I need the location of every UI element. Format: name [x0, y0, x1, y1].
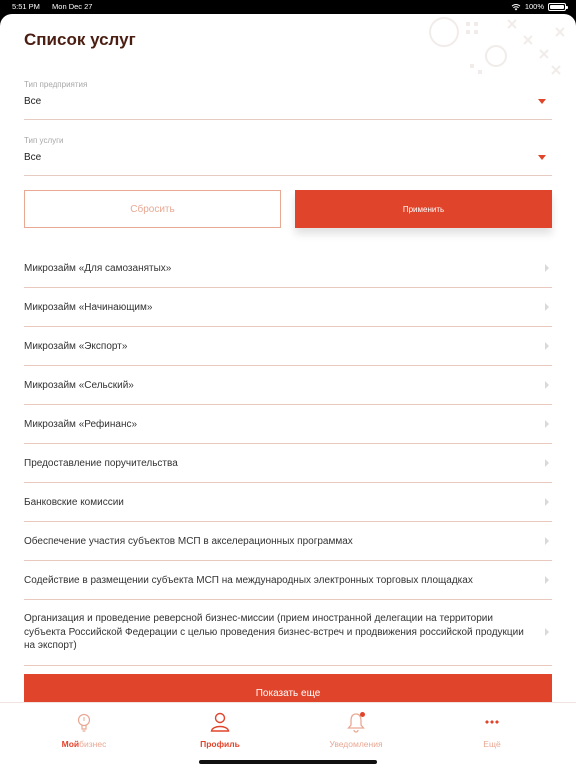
service-item-label: Содействие в размещении субъекта МСП на международных электронных торговых площадках	[24, 575, 473, 586]
lightbulb-icon	[73, 711, 95, 733]
service-item-label: Микрозайм «Сельский»	[24, 380, 134, 391]
service-item[interactable]	[24, 327, 552, 366]
service-item[interactable]	[24, 249, 552, 288]
service-item[interactable]	[24, 444, 552, 483]
person-icon	[209, 711, 231, 733]
chevron-right-icon	[545, 498, 549, 506]
service-item-label: Микрозайм «Рефинанс»	[24, 419, 138, 430]
service-item[interactable]	[24, 561, 552, 600]
tab-notifications-label: Уведомления	[329, 739, 383, 749]
service-type-label: Тип услуги	[24, 136, 64, 145]
tab-notifications[interactable]	[284, 711, 428, 749]
tab-my-business[interactable]	[12, 711, 156, 749]
service-item-label: Организация и проведение реверсной бизнес-миссии (прием иностранной делегации на территории субъекта Российской Федерации с целью проведения бизнес-встреч и продвижения российской продукции на экспорт)	[24, 613, 524, 651]
apply-button[interactable]: Применить	[295, 190, 552, 228]
caret-down-icon	[538, 99, 546, 104]
bell-icon	[345, 711, 367, 733]
service-type-select[interactable]	[24, 136, 552, 176]
battery-percent: 100%	[524, 2, 544, 11]
service-item-label: Банковские комиссии	[24, 497, 124, 508]
enterprise-type-value: Все	[24, 96, 42, 107]
chevron-right-icon	[545, 342, 549, 350]
status-bar	[0, 0, 576, 14]
chevron-right-icon	[545, 264, 549, 272]
service-item[interactable]	[24, 366, 552, 405]
show-more-button[interactable]: Показать еще	[24, 674, 552, 712]
tab-bar	[0, 702, 576, 768]
service-item-label: Микрозайм «Начинающим»	[24, 302, 153, 313]
enterprise-type-select[interactable]	[24, 80, 552, 120]
home-indicator	[199, 760, 377, 764]
service-item[interactable]	[24, 600, 552, 666]
service-item[interactable]	[24, 483, 552, 522]
chevron-right-icon	[545, 537, 549, 545]
service-item-label: Обеспечение участия субъектов МСП в акселерационных программах	[24, 536, 353, 547]
status-date: Mon Dec 27	[52, 2, 93, 11]
chevron-right-icon	[545, 628, 549, 636]
tab-more-label: Ещё	[483, 739, 501, 749]
service-item-label: Предоставление поручительства	[24, 458, 178, 469]
service-item[interactable]	[24, 405, 552, 444]
chevron-right-icon	[545, 576, 549, 584]
service-item[interactable]	[24, 288, 552, 327]
app-screen	[0, 14, 576, 768]
service-list	[24, 249, 552, 666]
battery-icon	[548, 3, 566, 11]
chevron-right-icon	[545, 459, 549, 467]
reset-button[interactable]: Сбросить	[24, 190, 281, 228]
notification-badge	[360, 712, 365, 717]
service-type-value: Все	[24, 152, 42, 163]
enterprise-type-label: Тип предприятия	[24, 80, 88, 89]
more-dots-icon	[481, 711, 503, 733]
decorative-pattern-icon	[416, 14, 576, 84]
chevron-right-icon	[545, 381, 549, 389]
tab-profile-label: Профиль	[200, 739, 240, 749]
chevron-right-icon	[545, 420, 549, 428]
service-item-label: Микрозайм «Экспорт»	[24, 341, 128, 352]
tab-more[interactable]	[420, 711, 564, 749]
page-title: Список услуг	[24, 30, 136, 49]
wifi-icon	[511, 3, 521, 11]
service-item[interactable]	[24, 522, 552, 561]
service-item-label: Микрозайм «Для самозанятых»	[24, 263, 172, 274]
tab-profile[interactable]	[148, 711, 292, 749]
chevron-right-icon	[545, 303, 549, 311]
tab-my-business-label: Мойбизнес	[61, 739, 107, 749]
status-time: 5:51 PM	[12, 2, 40, 11]
caret-down-icon	[538, 155, 546, 160]
